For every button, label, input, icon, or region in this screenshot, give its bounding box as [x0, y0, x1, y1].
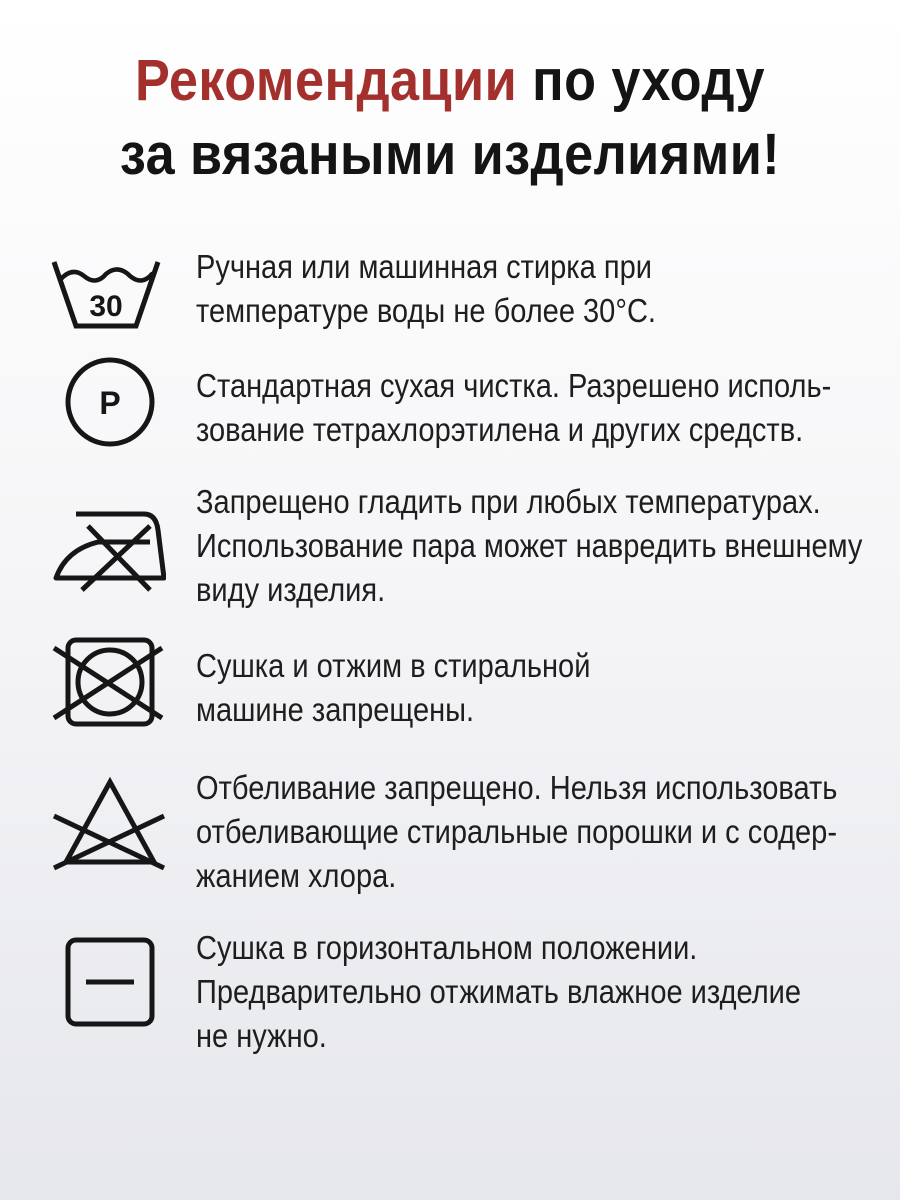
text-line: Запрещено гладить при любых температурах. [196, 483, 821, 520]
wash-30-icon [46, 240, 166, 350]
no-iron-icon [46, 490, 166, 600]
text-line: Стандартная сухая чистка. Разрешено исполь- [196, 367, 832, 404]
text-line: Предварительно отжимать влажное изделие [196, 973, 802, 1010]
text-line: виду изделия. [196, 571, 386, 608]
care-item-text [196, 766, 838, 898]
care-item-text [196, 480, 863, 612]
text-line: Сушка в горизонтальном положении. [196, 929, 698, 966]
text-line: Сушка и отжим в стиральной [196, 647, 591, 684]
no-tumble-dry-icon [46, 630, 166, 740]
text-line: зование тетрахлорэтилена и других средств. [196, 411, 804, 448]
text-line: отбеливающие стиральные порошки и с содер- [196, 813, 838, 850]
care-item-text [196, 926, 812, 1058]
title-accent: Рекомендации [134, 48, 518, 113]
title-rest: по уходу [532, 48, 766, 113]
wash-temperature-label: 30 [89, 290, 123, 323]
text-line: Ручная или машинная стирка при [196, 248, 652, 285]
title-line-1 [45, 44, 855, 118]
care-item-text [196, 245, 812, 333]
title-line-2: за вязаными изделиями! [119, 122, 781, 187]
dry-clean-label: P [99, 385, 121, 421]
page-title [45, 44, 855, 192]
text-line: температуре воды не более 30°С. [196, 292, 656, 329]
no-bleach-icon [46, 772, 166, 882]
text-line: машине запрещены. [196, 691, 475, 728]
care-item-text [196, 364, 832, 452]
care-item-text [196, 644, 812, 732]
dry-clean-p-icon [46, 350, 166, 460]
text-line: Использование пара может навредить внешнему [196, 527, 863, 564]
text-line: жанием хлора. [196, 857, 397, 894]
text-line: не нужно. [196, 1017, 327, 1054]
dry-flat-icon [46, 930, 166, 1040]
text-line: Отбеливание запрещено. Нельзя использовать [196, 769, 838, 806]
